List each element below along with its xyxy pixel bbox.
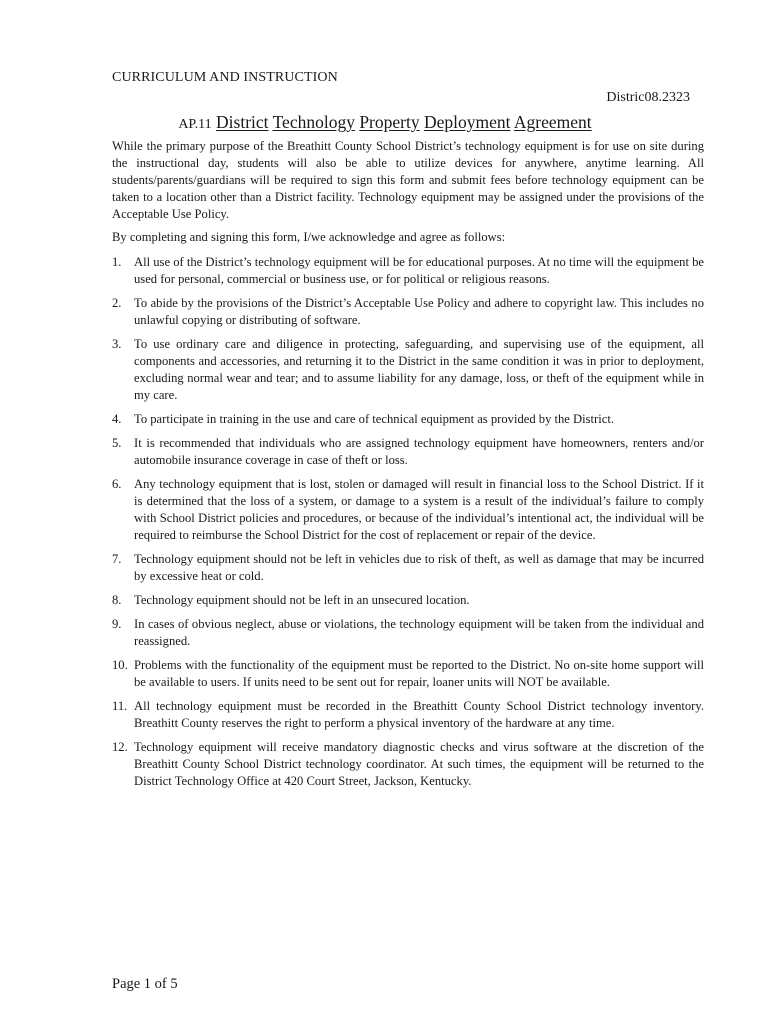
document-body [112,138,704,797]
item-text: Technology equipment should not be left in an unsecured location. [134,593,470,607]
item-number: 1. [112,255,122,269]
item-number: 10. [112,658,128,672]
item-number: 12. [112,740,128,754]
title-word-property: Property [359,112,420,132]
document-code: Distric08.2323 [606,90,690,105]
title-word-agreement: Agreement [513,112,592,132]
item-number: 7. [112,552,122,566]
item-number: 3. [112,337,122,351]
list-item [112,336,704,404]
item-text: All technology equipment must be recorded in the Breathitt County School District technology inventory. Breathitt County reserves the right to perform a physical inventory of the hardware at any time. [134,699,704,730]
item-text: In cases of obvious neglect, abuse or violations, the technology equipment will be taken from the individual and reassigned. [134,617,704,648]
list-item [112,551,704,585]
title-word-technology: Technology [272,112,355,132]
item-number: 5. [112,436,122,450]
document-title [0,112,770,133]
list-item [112,698,704,732]
page-number: Page 1 of 5 [112,976,178,992]
item-number: 2. [112,296,122,310]
acknowledgement-lead: By completing and signing this form, I/we acknowledge and agree as follows: [112,230,506,244]
item-number: 4. [112,412,122,426]
list-item [112,592,704,609]
intro-paragraph: While the primary purpose of the Breathitt County School District’s technology equipment is for use on site during the instructional day, students will also be able to utilize devices for anywhere, anytime learning. All students/parents/guardians will be required to sign this form and submit fees before technology equipment can be taken to a location other than a District facility. Technology equipment may be assigned under the provisions of the Acceptable Use Policy. [112,139,704,221]
item-text: To use ordinary care and diligence in protecting, safeguarding, and supervising use of the equipment, all components and accessories, and returning it to the District in the same condition it was in prior to deployment, excluding normal wear and tear; and to assume liability for any damage, loss, or theft of the equipment while in my care. [134,337,704,402]
title-word-deployment: Deployment [423,112,511,132]
item-text: All use of the District’s technology equipment will be for educational purposes. At no time will the equipment be used for personal, commercial or business use, or for political or religious reasons. [134,255,704,286]
item-text: To participate in training in the use and care of technical equipment as provided by the District. [134,412,614,426]
list-item [112,476,704,544]
item-number: 6. [112,477,122,491]
title-word-district: District [216,112,269,132]
list-item [112,254,704,288]
title-prefix: AP.11 [178,117,212,132]
item-text: Problems with the functionality of the equipment must be reported to the District. No on-site home support will be available to users. If units need to be sent out for repair, loaner units will NOT be available. [134,658,704,689]
item-text: Technology equipment will receive mandatory diagnostic checks and virus software at the discretion of the Breathitt County School District technology coordinator. At such times, the equipment will be returned to the District Technology Office at 420 Court Street, Jackson, Kentucky. [134,740,704,788]
list-item [112,657,704,691]
list-item [112,616,704,650]
list-item [112,411,704,428]
item-number: 11. [112,699,128,713]
item-text: Any technology equipment that is lost, stolen or damaged will result in financial loss to the School District. If it is determined that the loss of a system, or damage to a system is a result of the individual’s failure to comply with School District policies and procedures, or because of the individual’s intentional act, the individual will be required to reimburse the School District for the cost of replacement or repair of the device. [134,477,704,542]
list-item [112,739,704,790]
item-number: 9. [112,617,122,631]
section-header: CURRICULUM AND INSTRUCTION [112,70,338,85]
item-text: Technology equipment should not be left in vehicles due to risk of theft, as well as damage that may be incurred by excessive heat or cold. [134,552,704,583]
agreement-list [112,254,704,790]
list-item [112,435,704,469]
list-item [112,295,704,329]
item-text: It is recommended that individuals who are assigned technology equipment have homeowners, renters and/or automobile insurance coverage in case of theft or loss. [134,436,704,467]
item-number: 8. [112,593,122,607]
item-text: To abide by the provisions of the District’s Acceptable Use Policy and adhere to copyright law. This includes no unlawful copying or distributing of software. [134,296,704,327]
